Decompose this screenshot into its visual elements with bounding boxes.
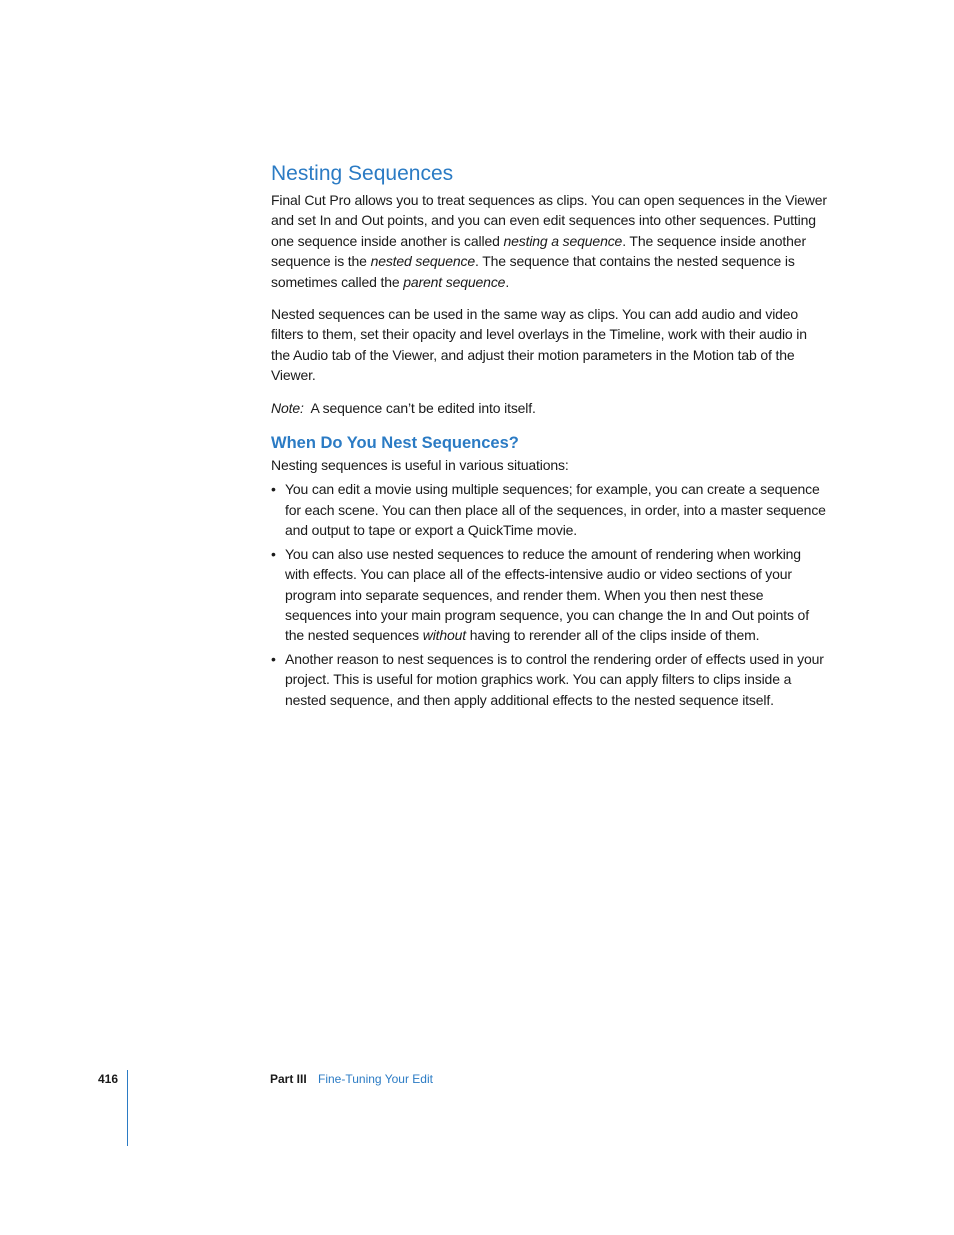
footer-part-label: Part III (270, 1072, 307, 1086)
footer-divider (127, 1070, 128, 1146)
intro-paragraph (271, 190, 827, 292)
text-run: Final Cut Pro allows you to treat sequences as clips. You can open sequences in the Viewer and set In and Out points, and you can even edit sequences into other sequences. Putting one sequence inside another is called (271, 192, 827, 249)
text-run: . (505, 273, 510, 290)
section-title: Nesting Sequences (271, 162, 454, 185)
bullet-icon: • (271, 545, 276, 562)
italic-term: without (422, 627, 467, 644)
note-text: A sequence can’t be edited into itself. (310, 399, 536, 416)
list-item (271, 649, 827, 710)
italic-term: parent sequence (403, 273, 506, 290)
text-run: . The sequence that contains the nested sequence is sometimes called the (271, 253, 795, 290)
bullet-icon: • (271, 650, 276, 667)
nested-usage-paragraph: Nested sequences can be used in the same way as clips. You can add audio and video filters to them, set their opacity and level overlays in the Timeline, work with their audio in the Audio tab of the Viewer, and adjust their motion parameters in the Motion tab of the Viewer. (271, 306, 807, 384)
text-run: . The sequence inside another sequence is the (271, 232, 806, 270)
italic-term: nesting a sequence (503, 232, 623, 249)
list-item (271, 544, 827, 646)
bullet-icon: • (271, 481, 276, 498)
note-label: Note: (271, 399, 304, 416)
subsection-intro: Nesting sequences is useful in various situations: (271, 457, 569, 474)
list-item (271, 479, 827, 540)
bullet-list (271, 479, 827, 709)
subsection-title: When Do You Nest Sequences? (271, 434, 519, 453)
text-run: You can also use nested sequences to reduce the amount of rendering when working with effects. You can place all of the effects-intensive audio or video sections of your program into separate sequences, and render them. When you then nest these sequences into your main program sequence, you can change the In and Out points of the nested sequences (285, 545, 809, 644)
page-content (271, 160, 827, 713)
page-number: 416 (98, 1072, 119, 1086)
footer-part-title: Fine-Tuning Your Edit (318, 1072, 433, 1086)
note-paragraph (271, 398, 827, 418)
text-run: Another reason to nest sequences is to control the rendering order of effects used in your project. This is useful for motion graphics work. You can apply filters to clips inside a nested sequence, and then apply additional effects to the nested sequence itself. (285, 650, 824, 708)
text-run: having to rerender all of the clips inside of them. (466, 627, 760, 644)
text-run: You can edit a movie using multiple sequences; for example, you can create a sequence for each scene. You can then place all of the sequences, in order, into a master sequence and output to tape or export a QuickTime movie. (285, 481, 826, 539)
italic-term: nested sequence (370, 253, 475, 270)
